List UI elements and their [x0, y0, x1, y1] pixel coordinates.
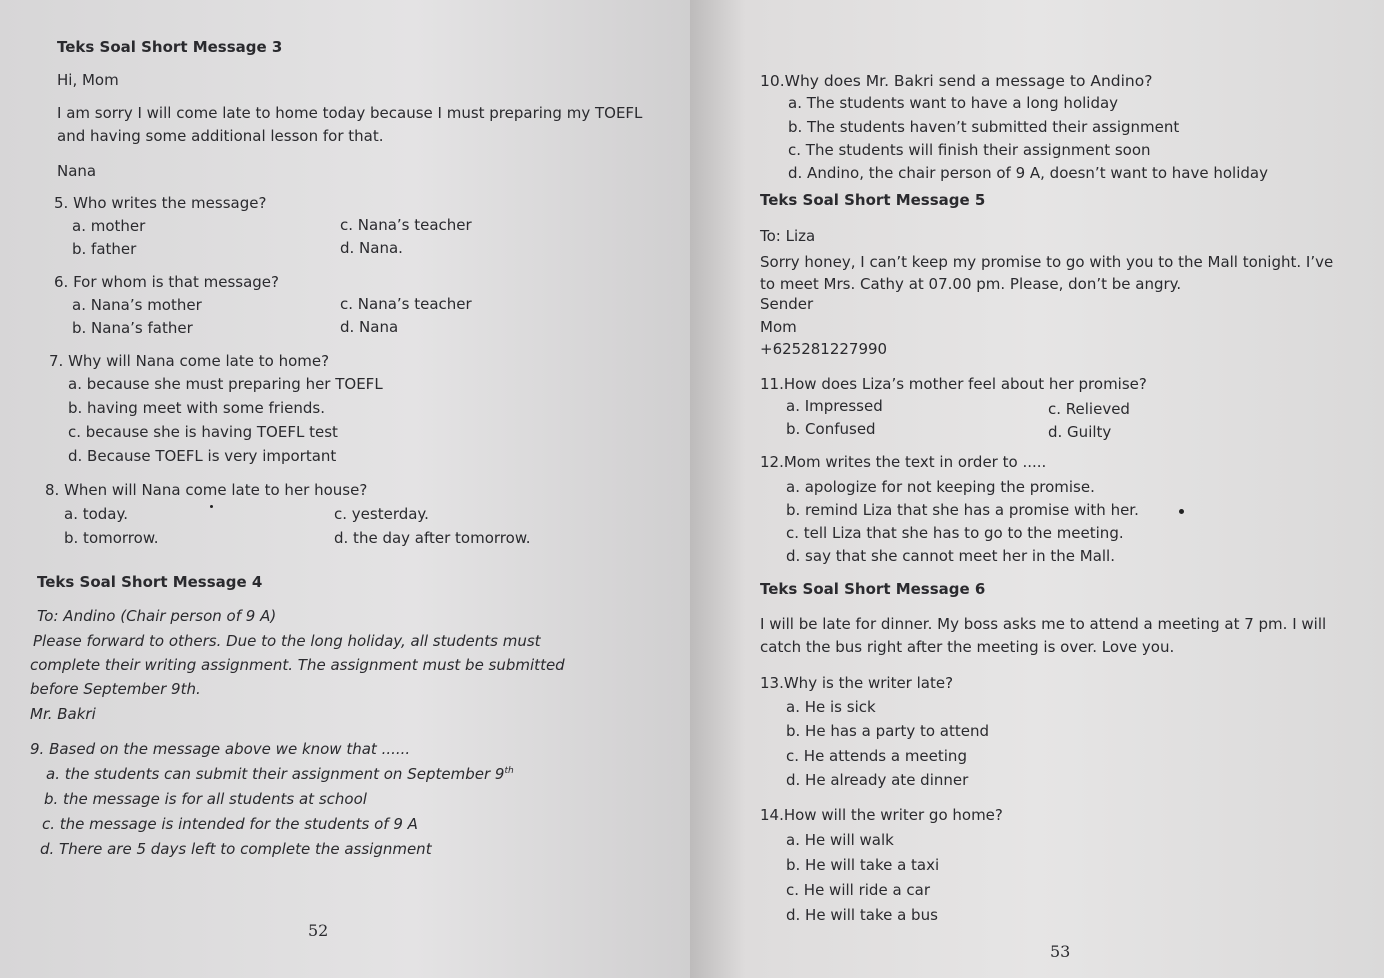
q5-option-b: b. father: [72, 240, 137, 258]
q9-option-a: a. the students can submit their assignment on September 9th: [46, 765, 514, 783]
ink-dot: [1179, 509, 1184, 514]
q10-option-c: c. The students will finish their assignment soon: [788, 141, 1151, 159]
msg6-body-line2: catch the bus right after the meeting is over. Love you.: [760, 638, 1175, 656]
q13-option-d: d. He already ate dinner: [786, 771, 969, 789]
msg3-signature: Nana: [57, 162, 97, 180]
q10-question: 10.Why does Mr. Bakri send a message to Andino?: [760, 72, 1153, 90]
q6-question: 6. For whom is that message?: [54, 273, 279, 291]
q7-option-a: a. because she must preparing her TOEFL: [68, 375, 383, 393]
msg6-title: Teks Soal Short Message 6: [760, 580, 986, 598]
q8-option-a: a. today.: [64, 505, 129, 523]
q7-question: 7. Why will Nana come late to home?: [49, 352, 330, 370]
q9-option-c: c. the message is intended for the students of 9 A: [42, 815, 418, 833]
q14-option-b: b. He will take a taxi: [786, 856, 940, 874]
ink-dot: [210, 505, 213, 508]
q11-option-d: d. Guilty: [1048, 423, 1112, 441]
q6-option-b: b. Nana’s father: [72, 319, 193, 337]
msg5-sender-phone: +625281227990: [760, 340, 888, 358]
q7-option-b: b. having meet with some friends.: [68, 399, 325, 417]
msg3-body-line1: I am sorry I will come late to home today because I must preparing my TOEFL: [57, 104, 643, 122]
msg4-body-line2: complete their writing assignment. The assignment must be submitted: [30, 656, 565, 674]
q11-question: 11.How does Liza’s mother feel about her promise?: [760, 375, 1147, 393]
q6-option-d: d. Nana: [340, 318, 399, 336]
msg4-body-line1: Please forward to others. Due to the long holiday, all students must: [33, 632, 541, 650]
msg6-body-line1: I will be late for dinner. My boss asks me to attend a meeting at 7 pm. I will: [760, 615, 1327, 633]
q13-option-a: a. He is sick: [786, 698, 876, 716]
q9-option-b: b. the message is for all students at school: [44, 790, 367, 808]
q11-option-a: a. Impressed: [786, 397, 883, 415]
q8-option-b: b. tomorrow.: [64, 529, 159, 547]
q5-option-a: a. mother: [72, 217, 146, 235]
q5-option-d: d. Nana.: [340, 239, 403, 257]
msg5-sender-label: Sender: [760, 295, 814, 313]
q8-option-d: d. the day after tomorrow.: [334, 529, 531, 547]
msg4-title: Teks Soal Short Message 4: [37, 573, 263, 591]
q13-option-b: b. He has a party to attend: [786, 722, 990, 740]
q10-option-a: a. The students want to have a long holiday: [788, 94, 1119, 112]
q11-option-b: b. Confused: [786, 420, 876, 438]
q13-question: 13.Why is the writer late?: [760, 674, 954, 692]
q12-option-b: b. remind Liza that she has a promise with her.: [786, 501, 1139, 519]
msg5-body-line2: to meet Mrs. Cathy at 07.00 pm. Please, don’t be angry.: [760, 275, 1182, 293]
q14-option-c: c. He will ride a car: [786, 881, 931, 899]
msg4-to: To: Andino (Chair person of 9 A): [37, 607, 277, 625]
q9-question: 9. Based on the message above we know that ......: [30, 740, 411, 758]
q12-option-a: a. apologize for not keeping the promise.: [786, 478, 1095, 496]
q14-option-d: d. He will take a bus: [786, 906, 938, 924]
msg4-signature: Mr. Bakri: [30, 705, 96, 723]
q14-option-a: a. He will walk: [786, 831, 894, 849]
msg4-body-line3: before September 9th.: [30, 680, 201, 698]
msg5-title: Teks Soal Short Message 5: [760, 191, 986, 209]
page-number-right: 53: [1050, 942, 1071, 961]
q12-question: 12.Mom writes the text in order to .....: [760, 453, 1047, 471]
q10-option-b: b. The students haven’t submitted their assignment: [788, 118, 1180, 136]
q8-option-c: c. yesterday.: [334, 505, 429, 523]
q12-option-c: c. tell Liza that she has to go to the meeting.: [786, 524, 1124, 542]
q5-question: 5. Who writes the message?: [54, 194, 267, 212]
msg5-to: To: Liza: [760, 227, 816, 245]
q12-option-d: d. say that she cannot meet her in the Mall.: [786, 547, 1115, 565]
q9-option-d: d. There are 5 days left to complete the assignment: [40, 840, 432, 858]
msg3-greeting: Hi, Mom: [57, 71, 119, 89]
msg5-body-line1: Sorry honey, I can’t keep my promise to go with you to the Mall tonight. I’ve: [760, 253, 1334, 271]
q14-question: 14.How will the writer go home?: [760, 806, 1003, 824]
q5-option-c: c. Nana’s teacher: [340, 216, 472, 234]
q7-option-d: d. Because TOEFL is very important: [68, 447, 337, 465]
msg3-title: Teks Soal Short Message 3: [57, 38, 283, 56]
msg3-body-line2: and having some additional lesson for that.: [57, 127, 384, 145]
q13-option-c: c. He attends a meeting: [786, 747, 967, 765]
q11-option-c: c. Relieved: [1048, 400, 1130, 418]
q7-option-c: c. because she is having TOEFL test: [68, 423, 338, 441]
page-number-left: 52: [308, 921, 329, 940]
q10-option-d: d. Andino, the chair person of 9 A, doesn’t want to have holiday: [788, 164, 1268, 182]
q6-option-c: c. Nana’s teacher: [340, 295, 472, 313]
q6-option-a: a. Nana’s mother: [72, 296, 202, 314]
left-page: [0, 0, 690, 978]
msg5-sender-name: Mom: [760, 318, 797, 336]
right-page: [690, 0, 1384, 978]
q8-question: 8. When will Nana come late to her house?: [45, 481, 368, 499]
